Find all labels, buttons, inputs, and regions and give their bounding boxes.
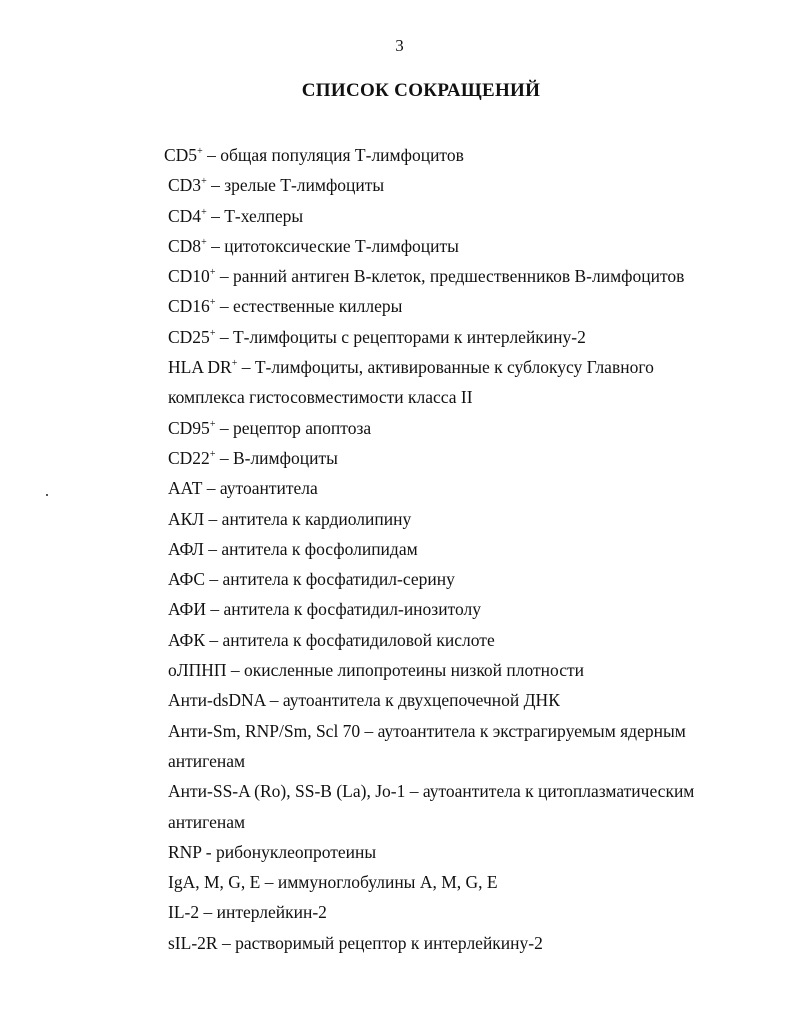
definition-text: IL-2 – интерлейкин-2	[168, 902, 327, 923]
list-item	[168, 716, 748, 746]
list-item	[168, 837, 748, 867]
definition-text: АФК – антитела к фосфатидиловой кислоте	[168, 629, 495, 650]
superscript-plus: +	[201, 236, 207, 248]
list-item	[168, 685, 748, 715]
abbreviation: CD3	[168, 175, 202, 196]
definition-text: – рецептор апоптоза	[215, 417, 372, 438]
list-item	[168, 807, 748, 837]
list-item	[168, 897, 748, 927]
superscript-plus: +	[201, 206, 207, 218]
definition-text: – цитотоксические Т-лимфоциты	[206, 235, 459, 256]
superscript-plus: +	[197, 146, 203, 157]
list-item	[168, 928, 748, 958]
abbreviation: CD8	[168, 235, 202, 256]
list-item	[168, 291, 748, 321]
list-item	[168, 594, 748, 624]
superscript-plus: +	[209, 327, 216, 339]
superscript-plus: +	[209, 297, 216, 309]
definition-text: антигенам	[168, 811, 246, 832]
superscript-plus: +	[209, 448, 216, 460]
list-item	[168, 382, 748, 412]
definition-text: АКЛ – антитела к кардиолипину	[168, 508, 412, 529]
definition-text: RNP - рибонуклеопротеины	[168, 841, 377, 862]
list-item	[168, 776, 748, 806]
definition-text: Анти-SS-A (Ro), SS-B (La), Jo-1 – аутоантитела к цитоплазматическим	[168, 781, 695, 802]
abbreviation: CD5	[164, 145, 198, 165]
abbreviation-list	[164, 140, 748, 958]
abbreviation: CD10	[168, 266, 210, 287]
definition-text: – Т-лимфоциты с рецепторами к интерлейкину-2	[215, 326, 586, 347]
superscript-plus: +	[231, 358, 238, 370]
list-item	[168, 504, 748, 534]
abbreviation: HLA DR	[168, 357, 232, 378]
superscript-plus: +	[201, 176, 207, 188]
list-item	[168, 655, 748, 685]
page-number: 3	[395, 36, 404, 55]
definition-text: антигенам	[168, 750, 246, 771]
definition-text: комплекса гистосовместимости класса II	[168, 387, 473, 408]
list-item	[168, 231, 748, 261]
definition-text: sIL-2R – растворимый рецептор к интерлейкину-2	[168, 932, 543, 953]
definition-text: – зрелые Т-лимфоциты	[206, 175, 385, 196]
definition-text: – В-лимфоциты	[215, 447, 338, 468]
list-item	[164, 140, 748, 170]
definition-text: – общая популяция Т-лимфоцитов	[202, 145, 464, 165]
list-item	[168, 322, 748, 352]
abbreviation: CD25	[168, 326, 210, 347]
list-item	[168, 352, 748, 382]
page-title: СПИСОК СОКРАЩЕНИЙ	[301, 80, 541, 101]
definition-text: АФС – антитела к фосфатидил-серину	[168, 569, 455, 590]
list-item	[168, 534, 748, 564]
abbreviation: CD4	[168, 205, 202, 226]
definition-text: – естественные киллеры	[215, 296, 403, 317]
list-item	[168, 564, 748, 594]
definition-text: Анти-dsDNA – аутоантитела к двухцепочечной ДНК	[168, 690, 560, 711]
list-item	[168, 170, 748, 200]
list-item	[168, 413, 748, 443]
superscript-plus: +	[209, 418, 216, 430]
list-item	[168, 201, 748, 231]
definition-text: – Т-хелперы	[206, 205, 304, 226]
definition-text: АФИ – антитела к фосфатидил-инозитолу	[168, 599, 481, 620]
list-item	[168, 867, 748, 897]
list-item	[168, 473, 748, 503]
definition-text: – ранний антиген В-клеток, предшественников В-лимфоцитов	[215, 266, 685, 287]
definition-text: АФЛ – антитела к фосфолипидам	[168, 538, 418, 559]
definition-text: ААТ – аутоантитела	[168, 478, 318, 499]
list-item	[168, 261, 748, 291]
definition-text: оЛПНП – окисленные липопротеины низкой плотности	[168, 660, 585, 681]
abbreviation: CD95	[168, 417, 210, 438]
definition-text: IgA, M, G, E – иммуноглобулины A, M, G, E	[168, 872, 498, 893]
superscript-plus: +	[209, 267, 216, 279]
definition-text: – Т-лимфоциты, активированные к сублокусу Главного	[237, 357, 654, 378]
abbreviation: CD22	[168, 447, 210, 468]
list-item	[168, 625, 748, 655]
abbreviation: CD16	[168, 296, 210, 317]
list-item	[168, 746, 748, 776]
scan-speck	[46, 494, 48, 496]
definition-text: Анти-Sm, RNP/Sm, Scl 70 – аутоантитела к экстрагируемым ядерным	[168, 720, 686, 741]
list-item	[168, 443, 748, 473]
